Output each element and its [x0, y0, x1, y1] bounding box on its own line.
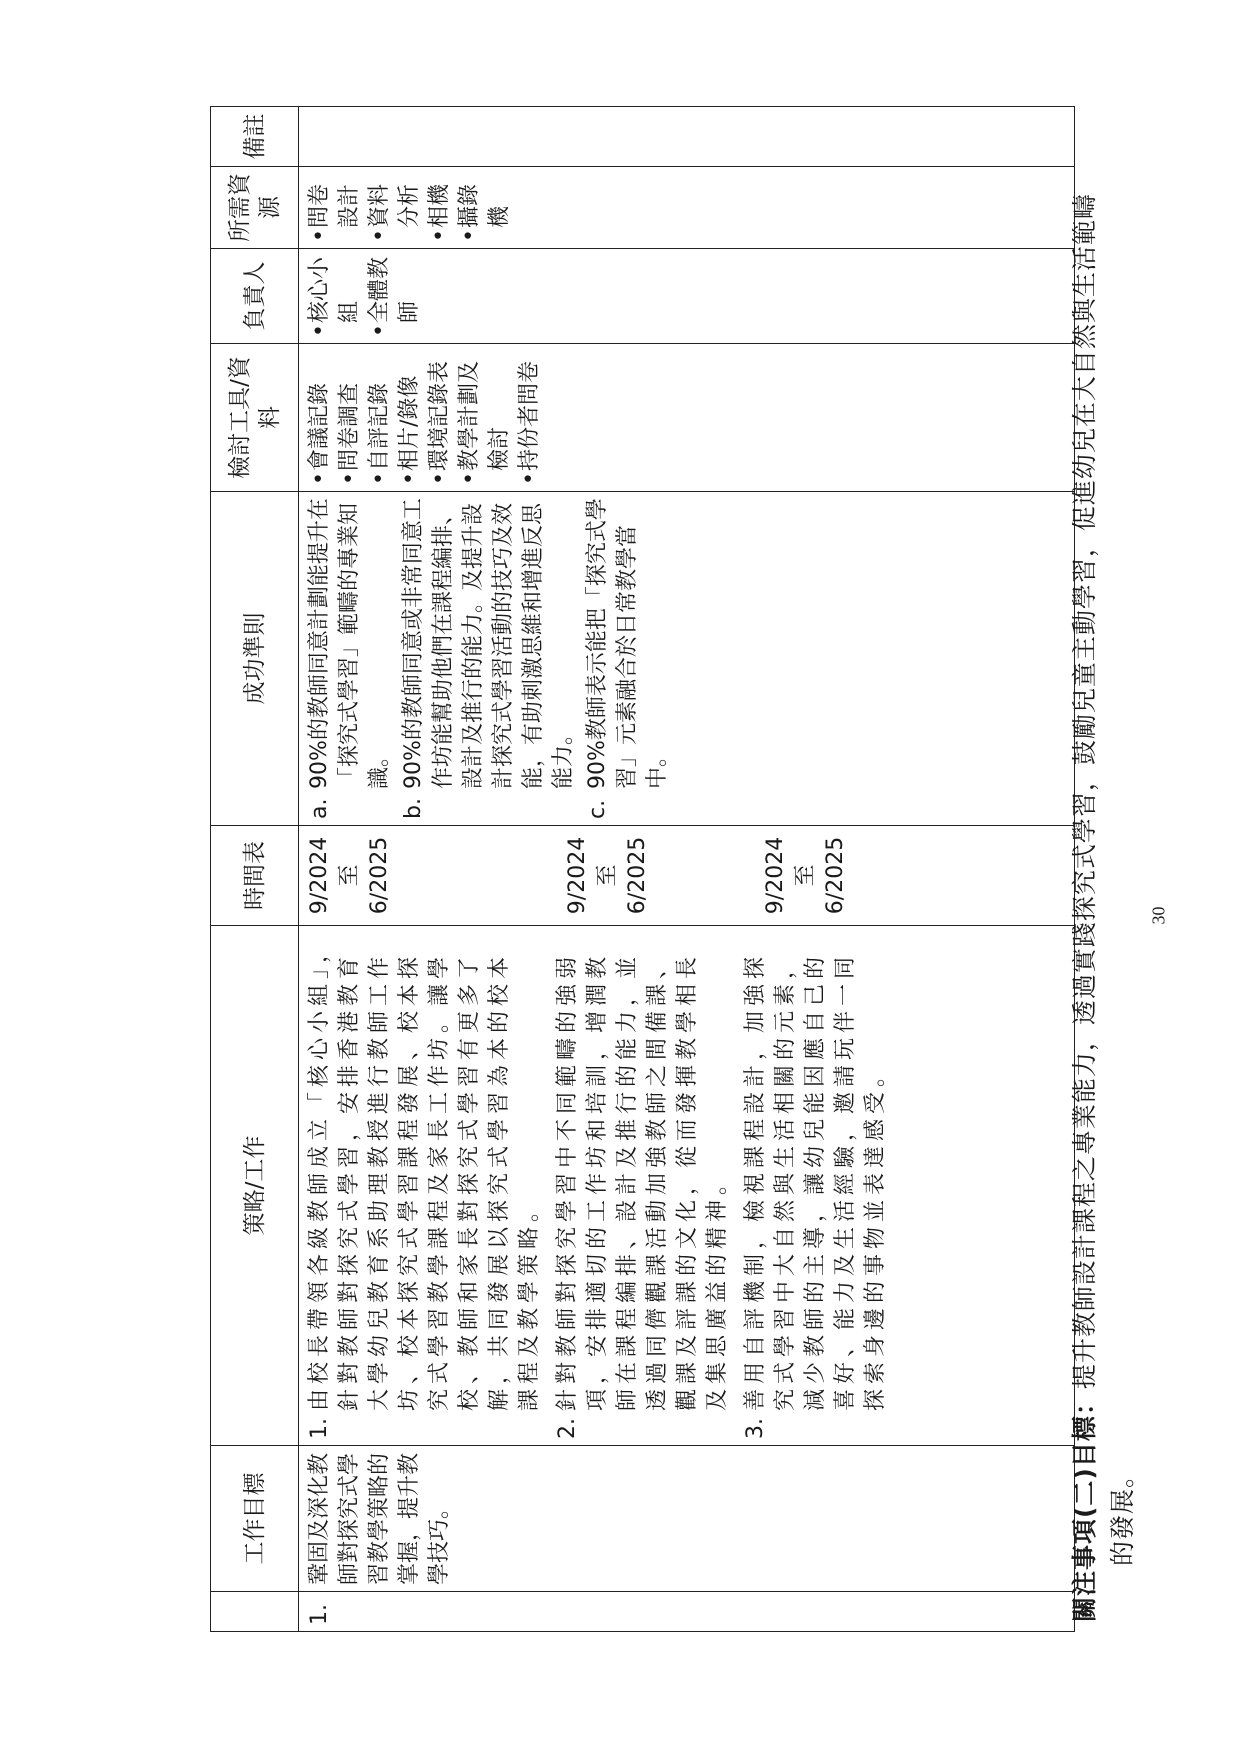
tool-item: • 問卷調查	[335, 350, 365, 485]
timeline-from: 9/2024	[565, 836, 590, 915]
timeline-to: 6/2025	[625, 836, 650, 915]
col-header-responsible: 負責人	[211, 249, 299, 344]
timeline-to-word: 至	[595, 864, 620, 887]
success-text: 90%的教師同意或非常同意工作坊能幫助他們在課程編排、設計及推行的能力。及提升設計探究式學習活動的技巧及效能，有助刺激思維和增進反思能力。	[401, 498, 576, 789]
timeline-from: 9/2024	[763, 836, 788, 915]
tool-item: • 教學計劃及檢討	[455, 350, 515, 485]
success-letter: b.	[401, 798, 426, 819]
timeline-to: 6/2025	[367, 836, 392, 915]
col-header-strategy: 策略/工作	[211, 926, 299, 1446]
tool-item: • 會議記錄	[305, 350, 335, 485]
col-header-number	[211, 1592, 299, 1632]
resource-item: • 攝錄機	[455, 173, 515, 242]
timeline-to-word: 至	[337, 864, 362, 887]
page-number: 30	[1148, 906, 1169, 925]
col-header-success: 成功準則	[211, 492, 299, 826]
timeline-from: 9/2024	[307, 836, 332, 915]
strategy-text: 針對教師對探究學習中不同範疇的強弱項，安排適切的工作坊和培訓，增潤教師在課程編排、設計及推行的能力，並透過同儕觀課活動加強教師之間備課、觀課及評課的文化，從而發揮教學相長及集思廣益的精神。	[555, 951, 730, 1411]
heading-text-line2: 的發展。	[1108, 1461, 1137, 1566]
strategy-text: 善用自評機制，檢視課程設計，加強探究式學習中大自然與生活相關的元素，減少教師的主導，讓幼兒能因應自己的喜好、能力及生活經驗，邀請玩伴一同探索身邊的事物並表達感受。	[743, 951, 888, 1411]
col-header-timeline: 時間表	[211, 826, 299, 926]
success-item	[399, 498, 579, 819]
responsible-item: • 核心小組	[305, 255, 365, 337]
timeline-item	[563, 832, 653, 919]
table-header-row	[211, 107, 299, 1632]
success-text: 90%教師表示能把「探究式學習」元素融合於日常教學當中。	[585, 498, 670, 789]
timeline-item	[761, 832, 851, 919]
timeline-cell	[299, 826, 1075, 926]
success-item	[583, 498, 673, 819]
tool-item: • 相片/錄像	[395, 350, 425, 485]
strategy-cell	[299, 926, 1075, 1446]
rotated-page-content	[210, 92, 1210, 1632]
tools-cell	[299, 344, 1075, 492]
resources-cell	[299, 167, 1075, 249]
success-letter: c.	[585, 799, 610, 819]
resource-item: • 資料分析	[365, 173, 425, 242]
strategy-text: 由校長帶領各級教師成立「核心小組」，針對教師對探究式學習，安排香港教育大學幼兒教育系助理教授進行教師工作坊、校本探究式學習課程發展、校本探究式學習教學課程及家長工作坊。讓學校、教師和家長對探究式學習有更多了解，共同發展以探究式學習為本的校本課程及教學策略。	[307, 935, 542, 1411]
success-text: 90%的教師同意計劃能提升在「探究式學習」範疇的專業知識。	[307, 498, 392, 789]
success-cell	[299, 492, 1075, 826]
remarks-cell	[299, 107, 1075, 167]
section-heading	[1066, 122, 1142, 1622]
timeline-to-word: 至	[793, 864, 818, 887]
col-header-resources: 所需資源	[211, 167, 299, 249]
heading-text-line1: 提升教師設計課程之專業能力，透過實踐探究式學習，鼓勵兒童主動學習，促進幼兒在大自然與生活範疇	[1070, 193, 1099, 1390]
strategy-number: 3.	[743, 1418, 768, 1439]
timeline-item	[305, 832, 395, 919]
strategy-item	[741, 932, 891, 1439]
strategy-number: 1.	[307, 1418, 332, 1439]
success-letter: a.	[307, 798, 332, 819]
resource-item: • 問卷設計	[305, 173, 365, 242]
col-header-goal: 工作目標	[211, 1446, 299, 1592]
strategy-item	[553, 932, 733, 1439]
timeline-to: 6/2025	[823, 836, 848, 915]
resource-item: • 相機	[425, 173, 455, 242]
col-header-remarks: 備註	[211, 107, 299, 167]
success-item	[305, 498, 395, 819]
tool-item: • 自評記錄	[365, 350, 395, 485]
goal-cell: 鞏固及深化教師對探究式學習教學策略的掌握，提升教學技巧。	[299, 1446, 1075, 1592]
col-header-tools: 檢討工具/資料	[211, 344, 299, 492]
tool-item: • 持份者問卷	[515, 350, 545, 485]
responsible-cell	[299, 249, 1075, 344]
heading-label: 關注事項(二)目標：	[1070, 1389, 1099, 1622]
row-number: 1.	[299, 1592, 1075, 1632]
responsible-item: • 全體教師	[365, 255, 425, 337]
strategy-number: 2.	[555, 1418, 580, 1439]
strategy-item	[305, 932, 545, 1439]
table-row	[299, 107, 1075, 1632]
tool-item: • 環境記錄表	[425, 350, 455, 485]
plan-table	[210, 106, 1075, 1632]
